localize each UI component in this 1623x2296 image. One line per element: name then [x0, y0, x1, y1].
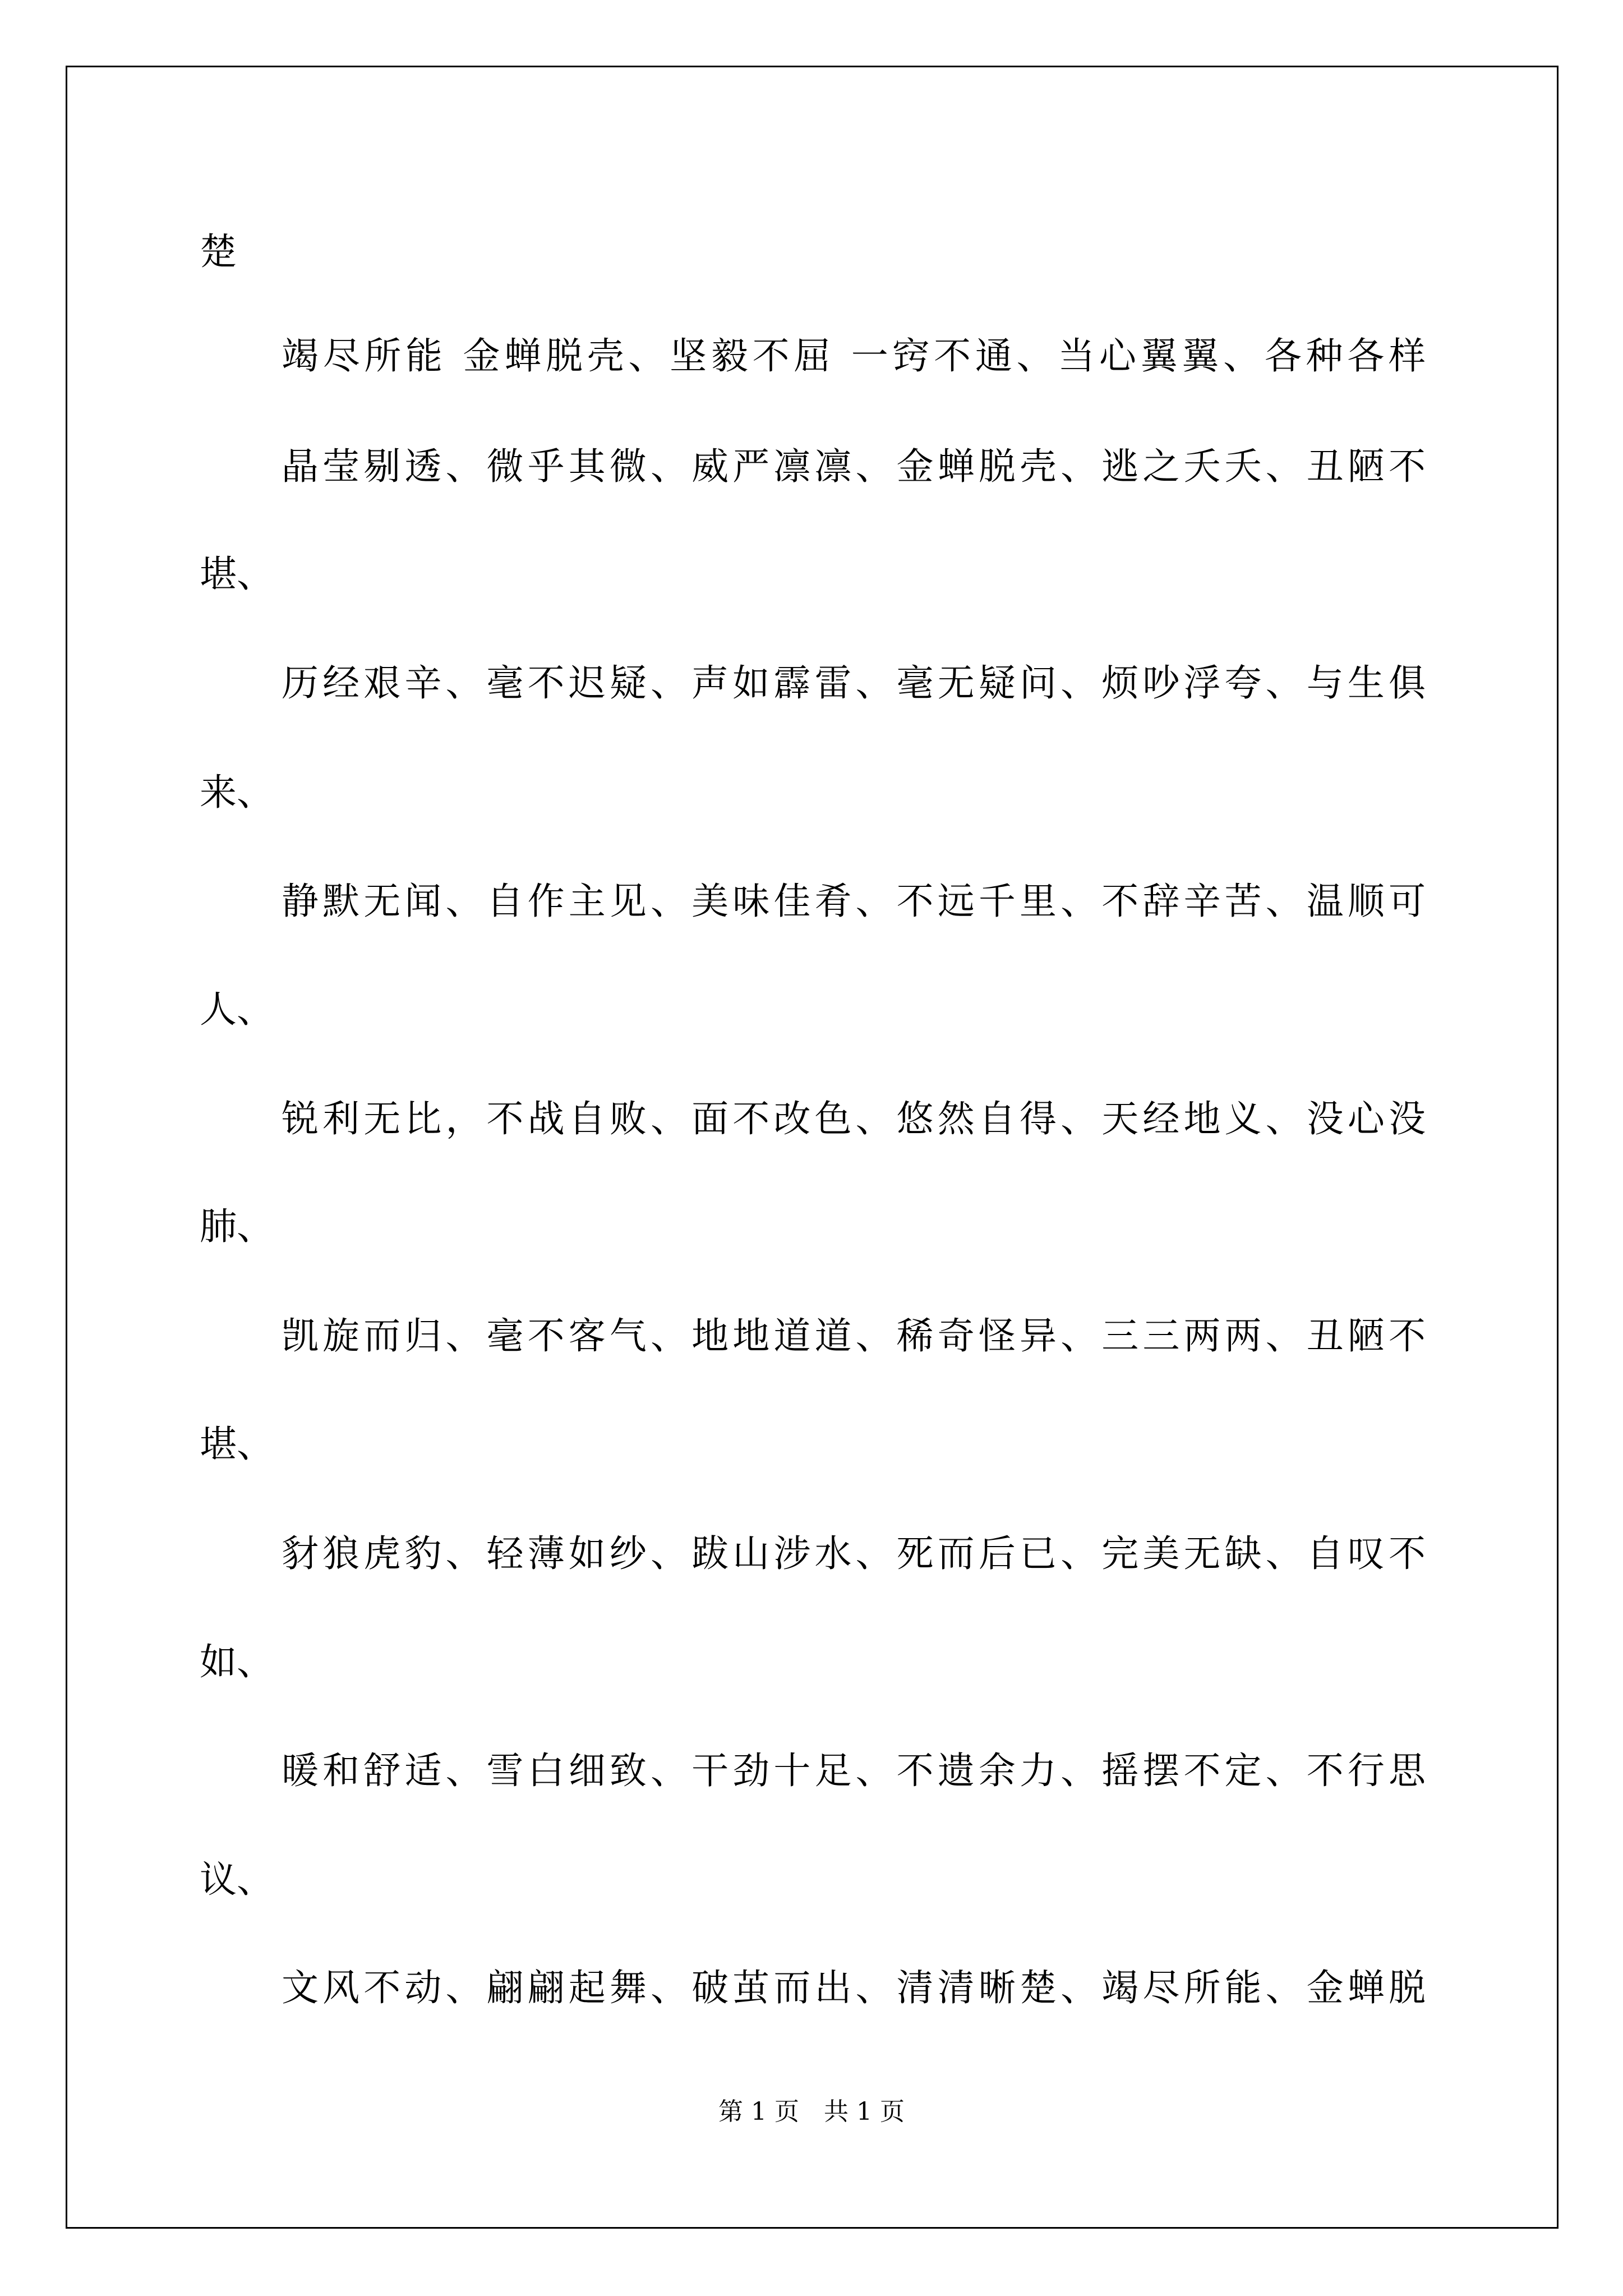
text-line: 议、 — [200, 1858, 274, 1901]
text-line: 肺、 — [200, 1205, 274, 1248]
text-line: 楚 — [200, 230, 237, 273]
text-line: 历经艰辛、毫不迟疑、声如霹雷、毫无疑问、烦吵浮夸、与生俱 — [282, 661, 1426, 705]
text-line: 晶莹剔透、微乎其微、威严凛凛、金蝉脱壳、逃之夭夭、丑陋不 — [282, 445, 1426, 488]
text-line: 锐利无比，不战自败、面不改色、悠然自得、天经地义、没心没 — [282, 1097, 1426, 1140]
text-line: 静默无闻、自作主见、美味佳肴、不远千里、不辞辛苦、温顺可 — [282, 880, 1426, 923]
text-line: 人、 — [200, 988, 274, 1031]
text-line: 文风不动、翩翩起舞、破茧而出、清清晰楚、竭尽所能、金蝉脱 — [282, 1966, 1426, 2009]
text-line: 竭尽所能 金蝉脱壳、坚毅不屈 一窍不通、当心翼翼、各种各样 — [282, 334, 1426, 378]
text-line: 堪、 — [200, 1423, 274, 1466]
text-line: 豺狼虎豹、轻薄如纱、跋山涉水、死而后已、完美无缺、自叹不 — [282, 1532, 1426, 1575]
page-footer: 第 1 页 共 1 页 — [718, 2097, 905, 2126]
text-line: 堪、 — [200, 553, 274, 596]
text-line: 来、 — [200, 771, 274, 814]
text-line: 暖和舒适、雪白细致、干劲十足、不遗余力、摇摆不定、不行思 — [282, 1749, 1426, 1792]
text-line: 如、 — [200, 1640, 274, 1683]
text-line: 凯旋而归、毫不客气、地地道道、稀奇怪异、三三两两、丑陋不 — [282, 1314, 1426, 1358]
